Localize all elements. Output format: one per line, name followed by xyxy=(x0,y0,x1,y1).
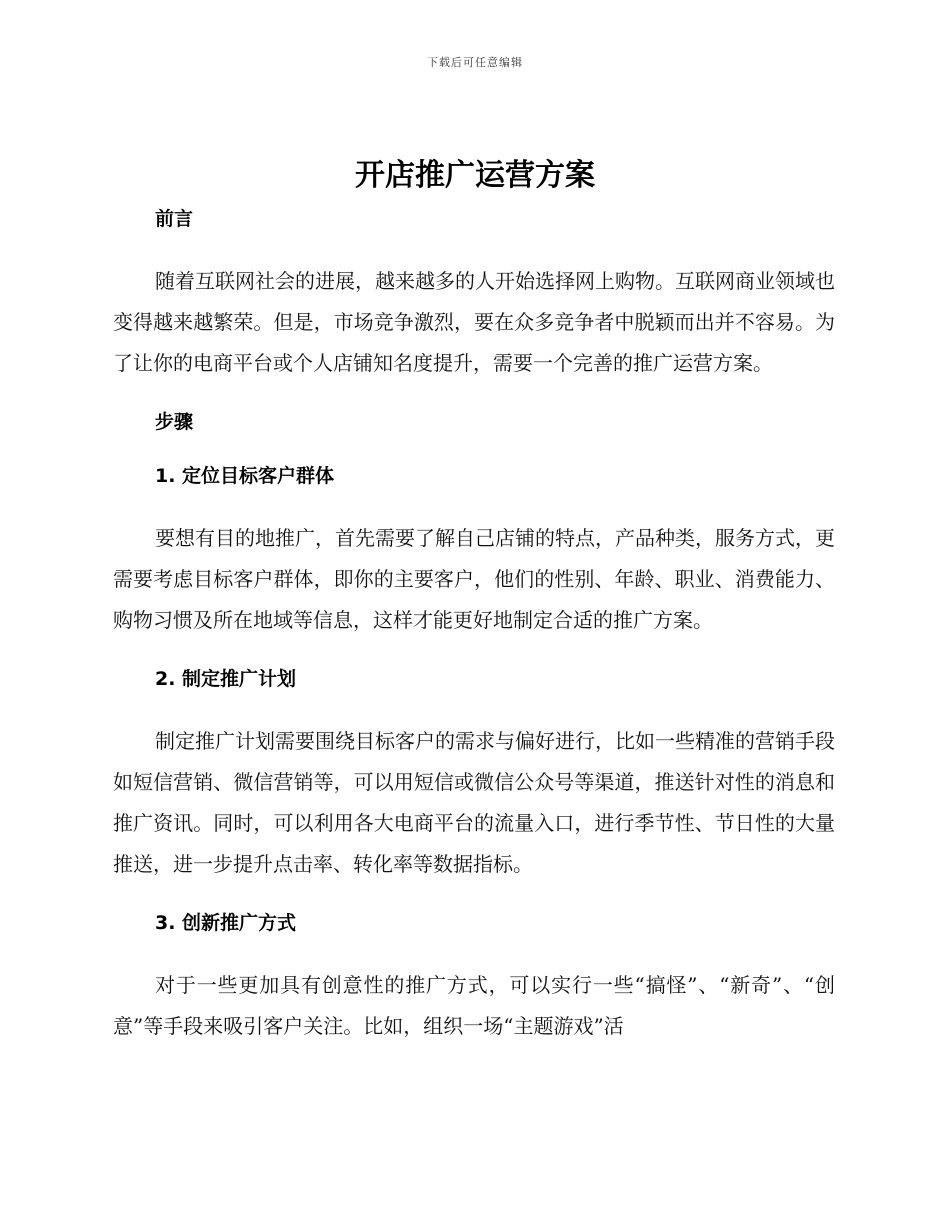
step3-heading: 3. 创新推广方式 xyxy=(155,912,297,934)
step2-paragraph: 制定推广计划需要围绕目标客户的需求与偏好进行，比如一些精准的营销手段如短信营销、微信营销等，可以用短信或微信公众号等渠道，推送针对性的消息和推广资讯。同时，可以利用各大电商平台的流量入口，进行季节性、节日性的大量推送，进一步提升点击率、转化率等数据指标。 xyxy=(113,729,835,876)
preface-heading: 前言 xyxy=(155,208,194,230)
step2-heading: 2. 制定推广计划 xyxy=(155,668,297,690)
header-note: 下载后可任意编辑 xyxy=(427,56,523,69)
preface-paragraph: 随着互联网社会的进展，越来越多的人开始选择网上购物。互联网商业领域也变得越来越繁荣。但是，市场竞争激烈，要在众多竞争者中脱颖而出并不容易。为了让你的电商平台或个人店铺知名度提升，需要一个完善的推广运营方案。 xyxy=(113,269,835,375)
step1-heading: 1. 定位目标客户群体 xyxy=(155,465,335,487)
steps-heading: 步骤 xyxy=(155,411,194,433)
step1-paragraph: 要想有目的地推广，首先需要了解自己店铺的特点，产品种类，服务方式，更需要考虑目标客户群体，即你的主要客户，他们的性别、年龄、职业、消费能力、购物习惯及所在地域等信息，这样才能更好地制定合适的推广方案。 xyxy=(113,526,835,632)
document-body xyxy=(113,203,835,1047)
document-title: 开店推广运营方案 xyxy=(355,158,595,193)
step3-paragraph: 对于一些更加具有创意性的推广方式，可以实行一些“搞怪”、“新奇”、“创意”等手段来吸引客户关注。比如，组织一场“主题游戏”活 xyxy=(113,973,835,1038)
